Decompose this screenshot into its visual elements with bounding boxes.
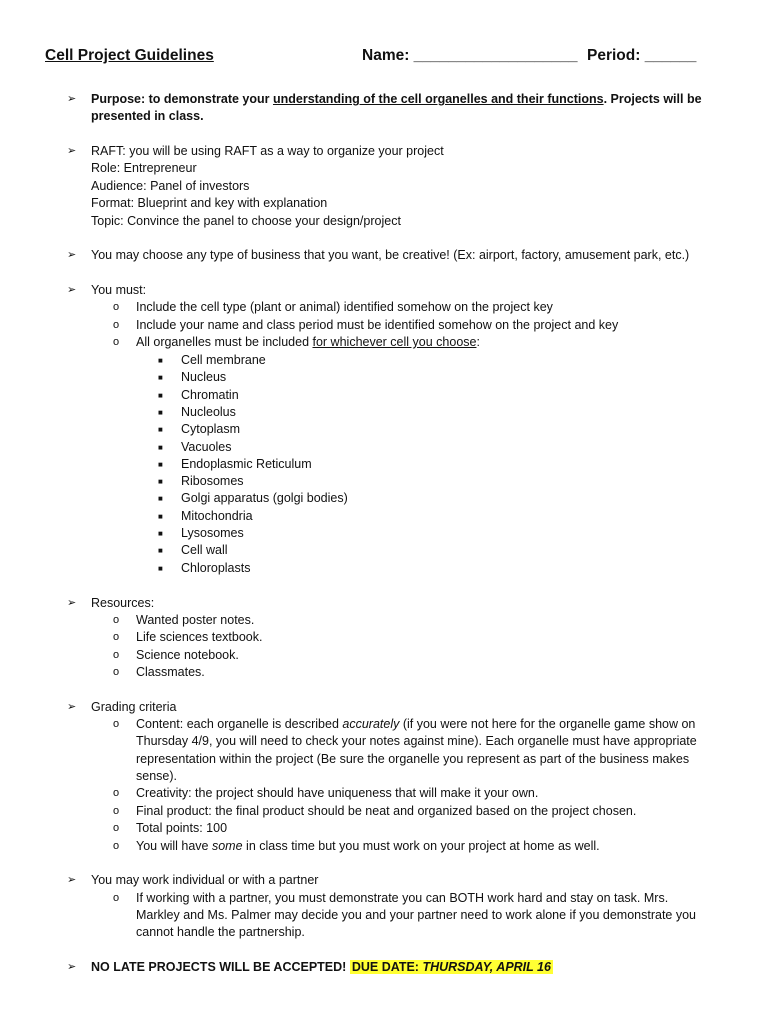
grading-content bbox=[136, 716, 695, 733]
square-bullet-icon: ■ bbox=[158, 408, 163, 417]
late-warning: NO LATE PROJECTS WILL BE ACCEPTED! bbox=[91, 960, 347, 974]
square-bullet-icon: ■ bbox=[158, 460, 163, 469]
square-bullet-icon: ■ bbox=[158, 494, 163, 503]
purpose-text-end: . Projects will be bbox=[603, 92, 702, 106]
header bbox=[45, 47, 728, 69]
grading-content-line: Thursday 4/9, you will need to check your notes against mine). Each organelle must have appropriate bbox=[136, 734, 697, 748]
square-bullet-icon: ■ bbox=[158, 373, 163, 382]
raft-topic: Topic: Convince the panel to choose your design/project bbox=[91, 214, 401, 228]
grading-heading: Grading criteria bbox=[91, 700, 177, 714]
square-bullet-icon: ■ bbox=[158, 546, 163, 555]
square-bullet-icon: ■ bbox=[158, 443, 163, 452]
resources-heading: Resources: bbox=[91, 596, 155, 610]
raft-line: RAFT: you will be using RAFT as a way to organize your project bbox=[91, 144, 444, 158]
late-line bbox=[91, 959, 553, 976]
name-field-label: Name: ___________________ bbox=[362, 47, 578, 64]
square-bullet-icon: ■ bbox=[158, 425, 163, 434]
circle-bullet-icon: o bbox=[113, 822, 120, 834]
arrow-bullet-icon: ➢ bbox=[67, 145, 77, 157]
organelle-item: Vacuoles bbox=[181, 440, 232, 454]
arrow-bullet-icon: ➢ bbox=[67, 874, 77, 886]
purpose-line-2: presented in class. bbox=[91, 109, 204, 123]
must-item: Include the cell type (plant or animal) identified somehow on the project key bbox=[136, 300, 553, 314]
period-field-label: Period: ______ bbox=[587, 47, 697, 64]
resource-item: Science notebook. bbox=[136, 648, 239, 662]
arrow-bullet-icon: ➢ bbox=[67, 597, 77, 609]
square-bullet-icon: ■ bbox=[158, 356, 163, 365]
arrow-bullet-icon: ➢ bbox=[67, 701, 77, 713]
grading-content-italic: accurately bbox=[342, 717, 400, 731]
raft-audience: Audience: Panel of investors bbox=[91, 179, 250, 193]
organelle-item: Nucleus bbox=[181, 370, 227, 384]
circle-bullet-icon: o bbox=[113, 892, 120, 904]
page-title: Cell Project Guidelines bbox=[45, 47, 214, 64]
grading-creativity: Creativity: the project should have uniqueness that will make it your own. bbox=[136, 786, 539, 800]
arrow-bullet-icon: ➢ bbox=[67, 961, 77, 973]
organelle-item: Lysosomes bbox=[181, 526, 244, 540]
grading-time-italic: some bbox=[211, 839, 243, 853]
grading-content-text-end: (if you were not here for the organelle game show on bbox=[399, 717, 696, 731]
partner-heading: You may work individual or with a partner bbox=[91, 873, 319, 887]
partner-line: cannot handle the partnership. bbox=[136, 925, 305, 939]
organelle-item: Cell wall bbox=[181, 543, 228, 557]
grading-time bbox=[136, 838, 600, 855]
raft-format: Format: Blueprint and key with explanation bbox=[91, 196, 328, 210]
grading-content-line: sense). bbox=[136, 769, 177, 783]
organelle-item: Cell membrane bbox=[181, 353, 266, 367]
due-date-label: DUE DATE: bbox=[351, 960, 423, 974]
circle-bullet-icon: o bbox=[113, 805, 120, 817]
grading-time-text: You will have bbox=[136, 839, 212, 853]
organelle-item: Mitochondria bbox=[181, 509, 253, 523]
business-line: You may choose any type of business that you want, be creative! (Ex: airport, factory, amusement park, etc.) bbox=[91, 248, 690, 262]
square-bullet-icon: ■ bbox=[158, 529, 163, 538]
circle-bullet-icon: o bbox=[113, 614, 120, 626]
resource-item: Life sciences textbook. bbox=[136, 630, 263, 644]
arrow-bullet-icon: ➢ bbox=[67, 249, 77, 261]
organelle-item: Nucleolus bbox=[181, 405, 236, 419]
due-date-value: THURSDAY, APRIL 16 bbox=[422, 960, 551, 974]
must-item bbox=[136, 334, 480, 351]
partner-line: If working with a partner, you must demonstrate you can BOTH work hard and stay on task. Mrs. bbox=[136, 891, 669, 905]
circle-bullet-icon: o bbox=[113, 840, 120, 852]
must-item-underlined: for whichever cell you choose bbox=[312, 335, 477, 349]
organelle-item: Cytoplasm bbox=[181, 422, 241, 436]
organelle-item: Golgi apparatus (golgi bodies) bbox=[181, 491, 348, 505]
arrow-bullet-icon: ➢ bbox=[67, 284, 77, 296]
organelle-item: Chromatin bbox=[181, 388, 239, 402]
grading-content-text: Content: each organelle is described bbox=[136, 717, 343, 731]
circle-bullet-icon: o bbox=[113, 631, 120, 643]
arrow-bullet-icon: ➢ bbox=[67, 93, 77, 105]
due-date-highlight bbox=[350, 960, 553, 974]
square-bullet-icon: ■ bbox=[158, 512, 163, 521]
organelle-item: Ribosomes bbox=[181, 474, 244, 488]
circle-bullet-icon: o bbox=[113, 301, 120, 313]
must-item-text: All organelles must be included bbox=[136, 335, 313, 349]
circle-bullet-icon: o bbox=[113, 319, 120, 331]
must-heading: You must: bbox=[91, 283, 147, 297]
circle-bullet-icon: o bbox=[113, 336, 120, 348]
purpose-text: Purpose: to demonstrate your bbox=[91, 92, 273, 106]
square-bullet-icon: ■ bbox=[158, 564, 163, 573]
raft-role: Role: Entrepreneur bbox=[91, 161, 197, 175]
organelle-item: Chloroplasts bbox=[181, 561, 251, 575]
circle-bullet-icon: o bbox=[113, 666, 120, 678]
organelle-item: Endoplasmic Reticulum bbox=[181, 457, 312, 471]
circle-bullet-icon: o bbox=[113, 718, 120, 730]
circle-bullet-icon: o bbox=[113, 649, 120, 661]
circle-bullet-icon: o bbox=[113, 787, 120, 799]
resource-item: Classmates. bbox=[136, 665, 205, 679]
square-bullet-icon: ■ bbox=[158, 477, 163, 486]
grading-total: Total points: 100 bbox=[136, 821, 228, 835]
purpose-underlined: understanding of the cell organelles and their functions bbox=[272, 92, 604, 106]
grading-final: Final product: the final product should be neat and organized based on the project chosen. bbox=[136, 804, 637, 818]
grading-time-text-end: in class time but you must work on your project at home as well. bbox=[242, 839, 600, 853]
purpose-line bbox=[91, 91, 702, 108]
square-bullet-icon: ■ bbox=[158, 391, 163, 400]
partner-line: Markley and Ms. Palmer may decide you and your partner need to work alone if you demonstrate you bbox=[136, 908, 697, 922]
must-item-end: : bbox=[476, 335, 480, 349]
must-item: Include your name and class period must be identified somehow on the project and key bbox=[136, 318, 619, 332]
resource-item: Wanted poster notes. bbox=[136, 613, 255, 627]
grading-content-line: representation within the project (Be sure the organelle you represent as part of the business makes bbox=[136, 752, 690, 766]
